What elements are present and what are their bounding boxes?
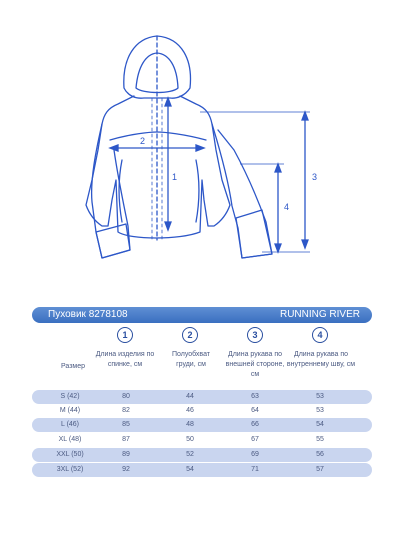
measure-1-label: 1 [172, 172, 178, 182]
header-bar [32, 307, 372, 323]
table-row [32, 418, 372, 432]
yoke-line [110, 132, 206, 140]
right-cuff [236, 210, 272, 258]
measure-2-arrow-left [110, 145, 118, 151]
table-row [32, 448, 372, 462]
chest-cell: 52 [186, 451, 194, 458]
length-cell: 82 [122, 407, 130, 414]
measure-3-label: 3 [312, 172, 318, 182]
chest-cell: 48 [186, 421, 194, 428]
measure-2-label: 2 [140, 136, 146, 146]
column-header-chest: Полуобхват груди, см [171, 351, 211, 369]
outer-sleeve-cell: 63 [251, 393, 259, 400]
size-cell: L (46) [60, 421, 80, 428]
measure-1-arrow-top [165, 98, 171, 106]
left-cuff [96, 224, 130, 258]
measure-1-arrow-bottom [165, 222, 171, 230]
column-number-4: 4 [312, 327, 328, 343]
size-cell: 3XL (52) [56, 466, 84, 473]
measure-3-arrow-bottom [302, 240, 308, 248]
right-sleeve [212, 124, 272, 258]
brand-name: RUNNING RIVER [279, 309, 360, 320]
measure-4-arrow-top [275, 164, 281, 172]
product-title: Пуховик 8278108 [48, 309, 128, 320]
length-cell: 80 [122, 393, 130, 400]
column-number-1: 1 [117, 327, 133, 343]
size-cell: XXL (50) [56, 451, 84, 458]
column-number-2: 2 [182, 327, 198, 343]
column-header-length: Длина изделия по спинке, см [95, 351, 155, 369]
inner-sleeve-cell: 54 [316, 421, 324, 428]
table-row [32, 390, 372, 404]
inner-sleeve-cell: 55 [316, 436, 324, 443]
measure-4-label: 4 [284, 202, 290, 212]
size-cell: XL (48) [58, 436, 82, 443]
inner-sleeve-cell: 57 [316, 466, 324, 473]
outer-sleeve-cell: 66 [251, 421, 259, 428]
table-row [32, 463, 372, 477]
column-header-inner-sleeve: Длина рукава по внутреннему шву, см [286, 351, 356, 369]
inner-sleeve-cell: 56 [316, 451, 324, 458]
column-header-outer-sleeve: Длина рукава по внешней стороне, см [225, 351, 285, 379]
right-seam [196, 160, 199, 222]
chest-cell: 54 [186, 466, 194, 473]
chest-cell: 46 [186, 407, 194, 414]
chest-cell: 44 [186, 393, 194, 400]
inner-sleeve-cell: 53 [316, 407, 324, 414]
measure-2-arrow-right [196, 145, 204, 151]
length-cell: 85 [122, 421, 130, 428]
length-cell: 89 [122, 451, 130, 458]
outer-sleeve-cell: 64 [251, 407, 259, 414]
measure-4-arrow-bottom [275, 244, 281, 252]
inner-sleeve-cell: 53 [316, 393, 324, 400]
body-outline [86, 96, 230, 238]
column-header-size: Размер [60, 363, 86, 370]
column-number-3: 3 [247, 327, 263, 343]
outer-sleeve-cell: 69 [251, 451, 259, 458]
size-cell: M (44) [59, 407, 81, 414]
outer-sleeve-cell: 67 [251, 436, 259, 443]
length-cell: 92 [122, 466, 130, 473]
measure-3-arrow-top [302, 112, 308, 120]
length-cell: 87 [122, 436, 130, 443]
size-cell: S (42) [60, 393, 80, 400]
table-row [32, 404, 372, 418]
outer-sleeve-cell: 71 [251, 466, 259, 473]
chest-cell: 50 [186, 436, 194, 443]
table-row [32, 433, 372, 447]
